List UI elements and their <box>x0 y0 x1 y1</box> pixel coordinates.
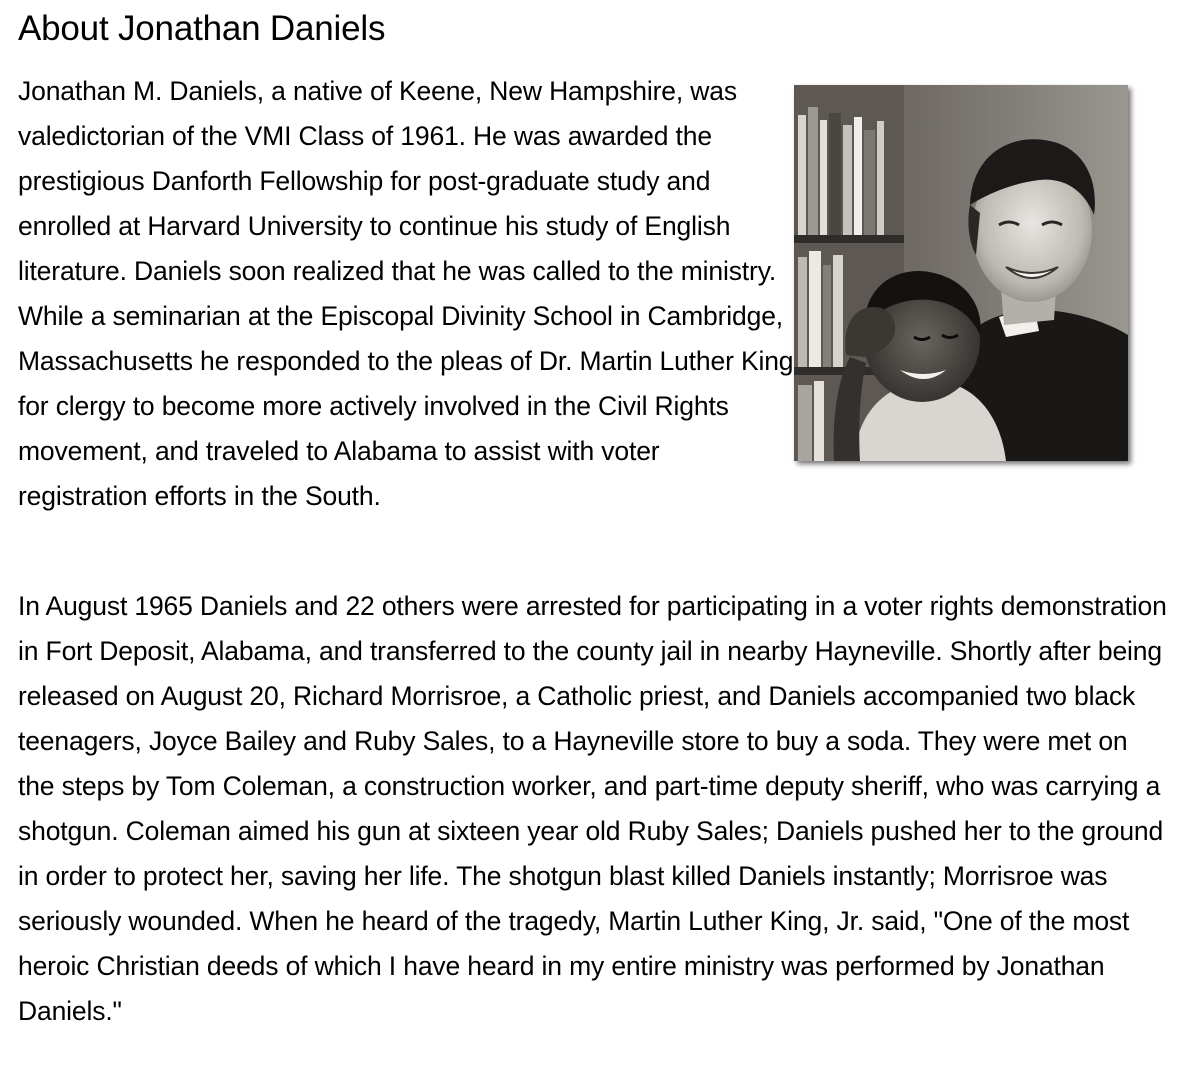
page-title: About Jonathan Daniels <box>18 9 386 48</box>
paragraph-biography: Jonathan M. Daniels, a native of Keene, New Hampshire, was valedictorian of the VMI Class of 1961. He was awarded the prestigious Danforth Fellowship for post-graduate study and enrolled at Harvard University to continue his study of English literature. Daniels soon realized that he was called to the ministry. While a seminarian at the Episcopal Divinity School in Cambridge, Massachusetts he responded to the pleas of Dr. Martin Luther King for clergy to become more actively involved in the Civil Rights movement, and traveled to Alabama to assist with voter registration efforts in the South. <box>18 76 794 511</box>
portrait-photo <box>794 85 1128 461</box>
article-page <box>18 0 1168 1026</box>
paragraph-death: In August 1965 Daniels and 22 others were arrested for participating in a voter rights demonstration in Fort Deposit, Alabama, and transferred to the county jail in nearby Hayneville. Shortly after being released on August 20, Richard Morrisroe, a Catholic priest, and Daniels accompanied two black teenagers, Joyce Bailey and Ruby Sales, to a Hayneville store to buy a soda. They were met on the steps by Tom Coleman, a construction worker, and part-time deputy sheriff, who was carrying a shotgun. Coleman aimed his gun at sixteen year old Ruby Sales; Daniels pushed her to the ground in order to protect her, saving her life. The shotgun blast killed Daniels instantly; Morrisroe was seriously wounded. When he heard of the tragedy, Martin Luther King, Jr. said, "One of the most heroic Christian deeds of which I have heard in my entire ministry was performed by Jonathan Daniels." <box>18 591 1167 1026</box>
